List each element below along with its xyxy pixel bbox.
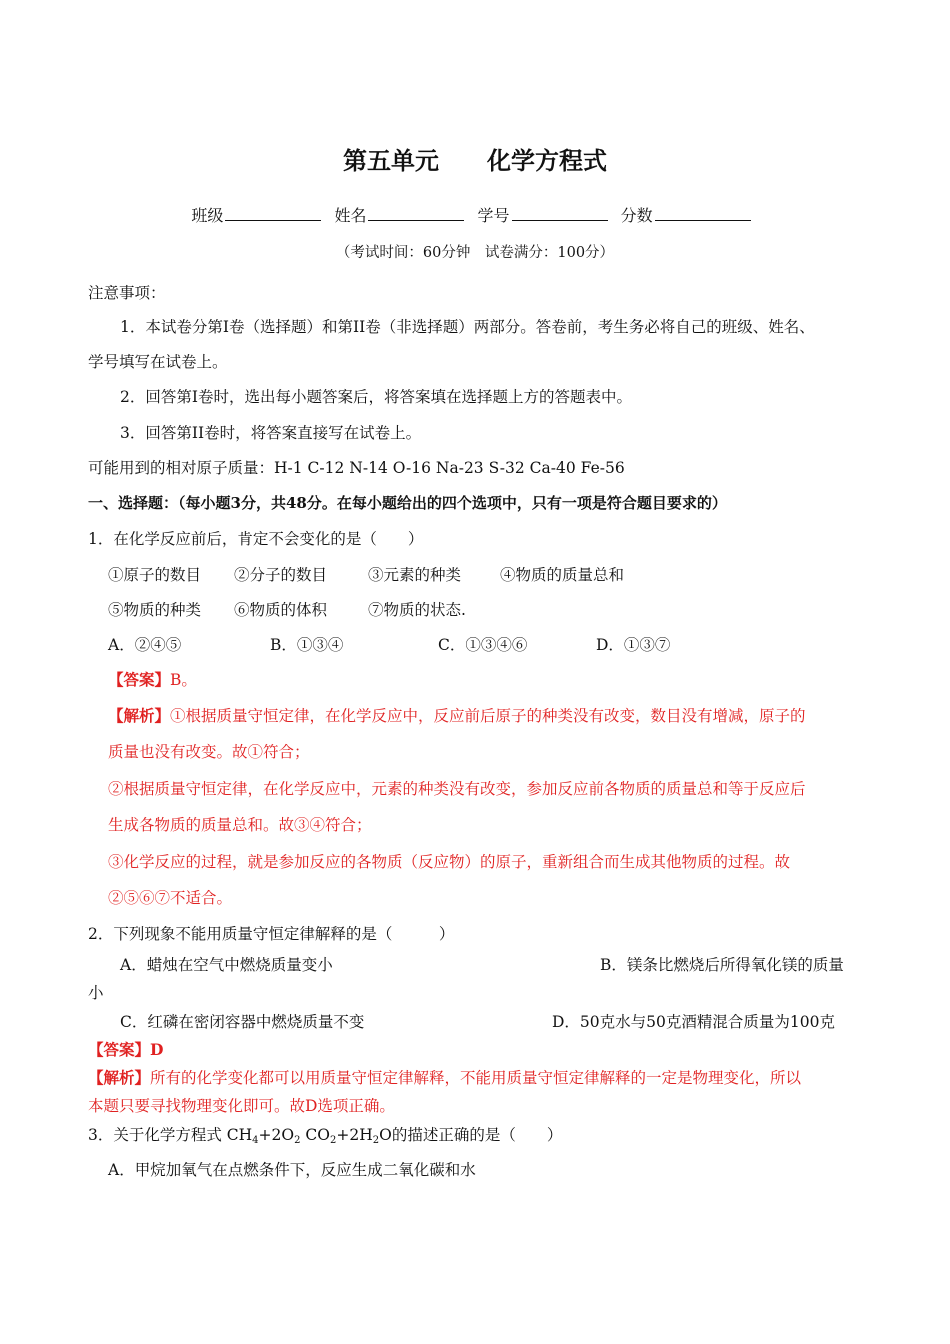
q2-answer-tag: 【答案】 — [88, 1040, 151, 1059]
q3-stem-o2: +2O — [258, 1126, 295, 1144]
class-blank[interactable] — [225, 204, 321, 221]
exam-info: （考试时间：60分钟 试卷满分：100分） — [335, 245, 615, 261]
q2-option-b[interactable]: B．镁条比燃烧后所得氧化镁的质量 — [600, 956, 844, 974]
score-blank[interactable] — [655, 204, 751, 221]
note-item-3: 3．回答第II卷时，将答案直接写在试卷上。 — [120, 424, 422, 442]
q1-item-3: ③元素的种类 — [368, 566, 462, 584]
note-item-2: 2．回答第I卷时，选出每小题答案后，将答案填在选择题上方的答题表中。 — [120, 388, 632, 406]
q2-option-b-cont: 小 — [88, 984, 104, 1002]
q3-stem-prefix: 3．关于化学方程式 CH — [88, 1126, 253, 1144]
class-label: 班级 — [191, 206, 224, 225]
q1-item-4: ④物质的质量总和 — [500, 566, 625, 584]
q1-analysis-line-4: 生成各物质的质量总和。故③④符合； — [108, 816, 372, 834]
q1-analysis-line-1 — [108, 706, 806, 726]
q1-item-2: ②分子的数目 — [234, 566, 328, 584]
q1-answer-tag: 【答案】 — [108, 670, 171, 689]
q1-analysis-line-2: 质量也没有改变。故①符合； — [108, 743, 310, 761]
q2-analysis-text-1: 所有的化学变化都可以用质量守恒定律解释，不能用质量守恒定律解释的一定是物理变化，所以 — [150, 1069, 802, 1087]
q1-analysis-line-5: ③化学反应的过程，就是参加反应的各物质（反应物）的原子，重新组合而生成其他物质的过程。故 — [108, 853, 791, 871]
name-blank[interactable] — [368, 204, 464, 221]
note-item-1-cont: 学号填写在试卷上。 — [88, 353, 228, 371]
q1-analysis-line-3: ②根据质量守恒定律，在化学反应中，元素的种类没有改变，参加反应前各物质的质量总和等于反应后 — [108, 780, 806, 798]
q3-sub-2b: 2 — [329, 1135, 337, 1146]
q1-analysis-line-6: ②⑤⑥⑦不适合。 — [108, 889, 233, 907]
q1-option-c[interactable]: C．①③④⑥ — [438, 636, 528, 654]
q1-answer — [108, 670, 197, 690]
q2-option-d[interactable]: D．50克水与50克酒精混合质量为100克 — [552, 1013, 835, 1031]
id-blank[interactable] — [512, 204, 608, 221]
q3-stem-co: CO — [300, 1126, 330, 1144]
q1-analysis-tag: 【解析】 — [108, 706, 171, 725]
student-info-fields — [0, 204, 950, 227]
q1-stem: 1．在化学反应前后，肯定不会变化的是（ ） — [88, 530, 424, 548]
q3-stem-h: +2H — [336, 1126, 373, 1144]
q2-option-c[interactable]: C．红磷在密闭容器中燃烧质量不变 — [120, 1013, 365, 1031]
q2-answer-value: D — [150, 1040, 164, 1059]
section-heading: 一、选择题：（每小题3分，共48分。在每小题给出的四个选项中，只有一项是符合题目要求的） — [88, 494, 727, 512]
q2-stem: 2．下列现象不能用质量守恒定律解释的是（ ） — [88, 925, 455, 943]
q1-item-7: ⑦物质的状态. — [368, 601, 466, 619]
q3-stem — [88, 1125, 562, 1145]
q2-analysis-line-2: 本题只要寻找物理变化即可。故D选项正确。 — [88, 1097, 395, 1115]
q2-option-a[interactable]: A．蜡烛在空气中燃烧质量变小 — [120, 956, 333, 974]
q1-item-6: ⑥物质的体积 — [234, 601, 328, 619]
q1-item-5: ⑤物质的种类 — [108, 601, 202, 619]
q1-item-1: ①原子的数目 — [108, 566, 202, 584]
q3-stem-suffix: O的描述正确的是（ ） — [379, 1126, 563, 1144]
q1-option-a[interactable]: A．②④⑤ — [108, 636, 182, 654]
q2-analysis-line-1 — [88, 1068, 801, 1088]
q3-sub-2c: 2 — [372, 1135, 380, 1146]
q2-answer — [88, 1040, 163, 1060]
q2-analysis-tag: 【解析】 — [88, 1068, 151, 1087]
name-label: 姓名 — [334, 206, 367, 225]
q1-answer-value: B。 — [170, 671, 197, 689]
note-item-1: 1．本试卷分第I卷（选择题）和第II卷（非选择题）两部分。答卷前，考生务必将自己的班级、姓名、 — [120, 318, 815, 336]
q3-option-a[interactable]: A．甲烷加氧气在点燃条件下，反应生成二氧化碳和水 — [108, 1161, 476, 1179]
id-label: 学号 — [477, 206, 510, 225]
atomic-masses: 可能用到的相对原子质量：H-1 C-12 N-14 O-16 Na-23 S-32 Ca-40 Fe-56 — [88, 459, 625, 477]
q1-analysis-text-1: ①根据质量守恒定律，在化学反应中，反应前后原子的种类没有改变，数目没有增减，原子的 — [170, 707, 806, 725]
q3-sub-2a: 2 — [294, 1135, 301, 1146]
notes-heading: 注意事项： — [88, 284, 166, 302]
page-title: 第五单元 化学方程式 — [343, 146, 607, 175]
score-label: 分数 — [620, 206, 653, 225]
q3-sub-4: 4 — [252, 1135, 259, 1146]
q1-option-d[interactable]: D．①③⑦ — [596, 636, 671, 654]
q1-option-b[interactable]: B．①③④ — [270, 636, 344, 654]
